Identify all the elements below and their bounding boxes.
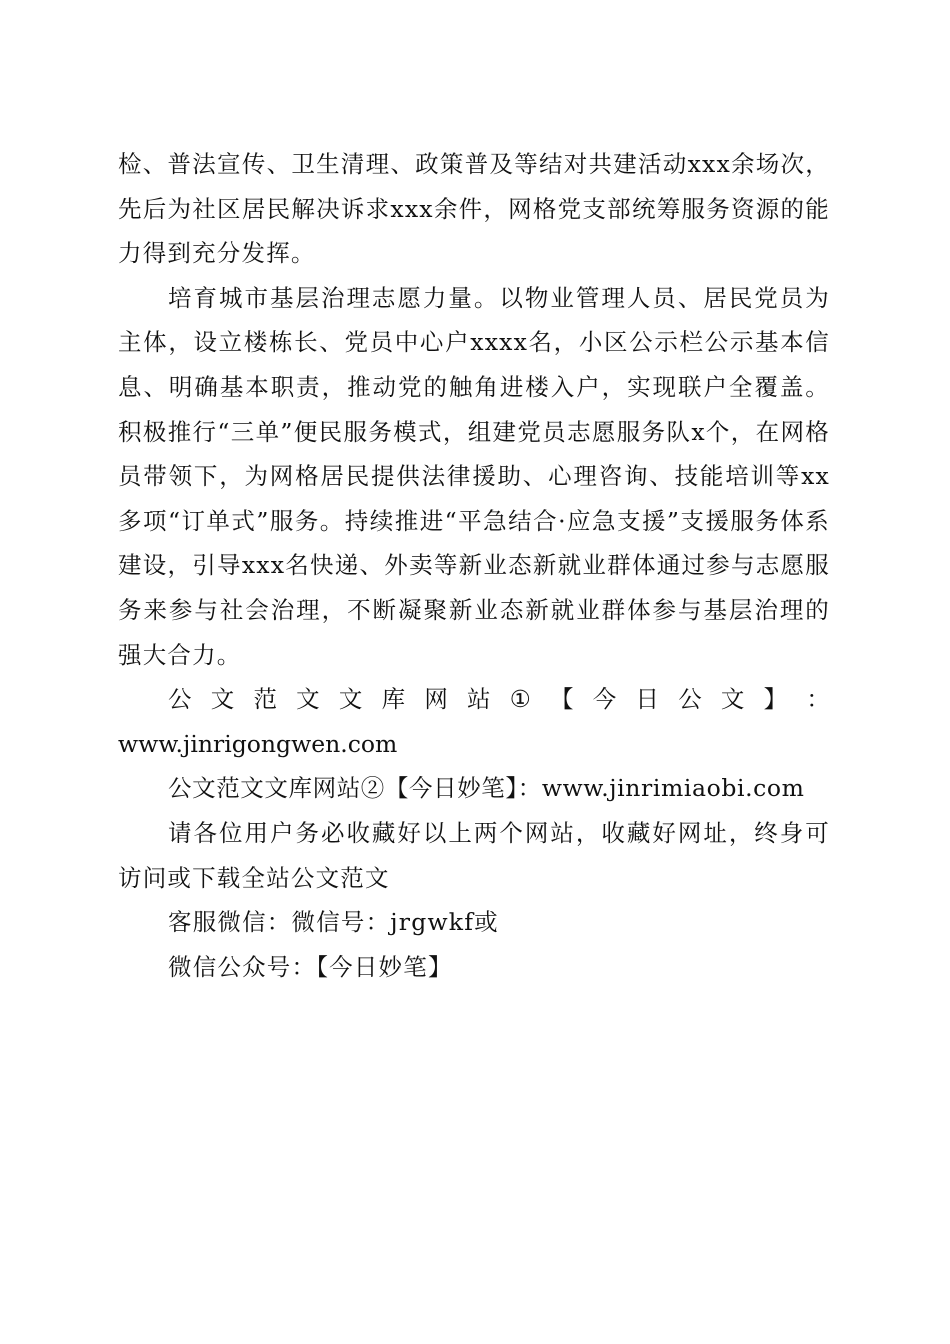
site-1-url[interactable]: www.jinrigongwen.com <box>118 729 398 758</box>
site-1-label-char: 文 <box>210 685 235 714</box>
site-1-label-char: 库 <box>381 685 406 714</box>
site-1-label-char: 日 <box>635 685 659 714</box>
site-1-label-char: 【 <box>550 685 574 714</box>
site-1-label-char: 公 <box>168 685 192 714</box>
document-page <box>118 142 830 989</box>
site-1-label-char: 公 <box>678 685 702 714</box>
site-1-label-char: ① <box>509 685 531 714</box>
site-1-label-char: ： <box>806 685 830 714</box>
service-wechat: 客服微信：微信号：jrgwkf或 <box>168 908 499 937</box>
reminder-text: 请各位用户务必收藏好以上两个网站，收藏好网址，终身可访问或下载全站公文范文 <box>118 818 830 892</box>
site-1-label <box>118 677 830 722</box>
site-2-line: 公文范文文库网站②【今日妙笔】：www.jinrimiaobi.com <box>168 774 805 803</box>
site-1-label-char: 范 <box>253 685 277 714</box>
site-1-label-char: 站 <box>467 685 491 714</box>
paragraph-continued: 检、普法宣传、卫生清理、政策普及等结对共建活动xxx余场次，先后为社区居民解决诉求xxx余件，网格党支部统筹服务资源的能力得到充分发挥。 <box>118 150 830 268</box>
site-1-label-char: 文 <box>296 685 320 714</box>
site-1-label-char: 文 <box>720 685 745 714</box>
site-1-label-char: 】 <box>763 685 788 714</box>
site-1-label-char: 今 <box>592 685 617 714</box>
public-account: 微信公众号：【今日妙笔】 <box>168 952 453 981</box>
site-1-label-char: 网 <box>424 685 448 714</box>
paragraph-volunteer-force: 培育城市基层治理志愿力量。以物业管理人员、居民党员为主体，设立楼栋长、党员中心户xxxx名，小区公示栏公示基本信息、明确基本职责，推动党的触角进楼入户，实现联户全覆盖。积极推行“三单”便民服务模式，组建党员志愿服务队x个，在网格员带领下，为网格居民提供法律援助、心理咨询、技能培训等xx多项“订单式”服务。持续推进“平急结合·应急支援”支援服务体系建设，引导xxx名快递、外卖等新业态新就业群体通过参与志愿服务来参与社会治理，不断凝聚新业态新就业群体参与基层治理的强大合力。 <box>118 283 830 669</box>
site-1-label-char: 文 <box>338 685 363 714</box>
